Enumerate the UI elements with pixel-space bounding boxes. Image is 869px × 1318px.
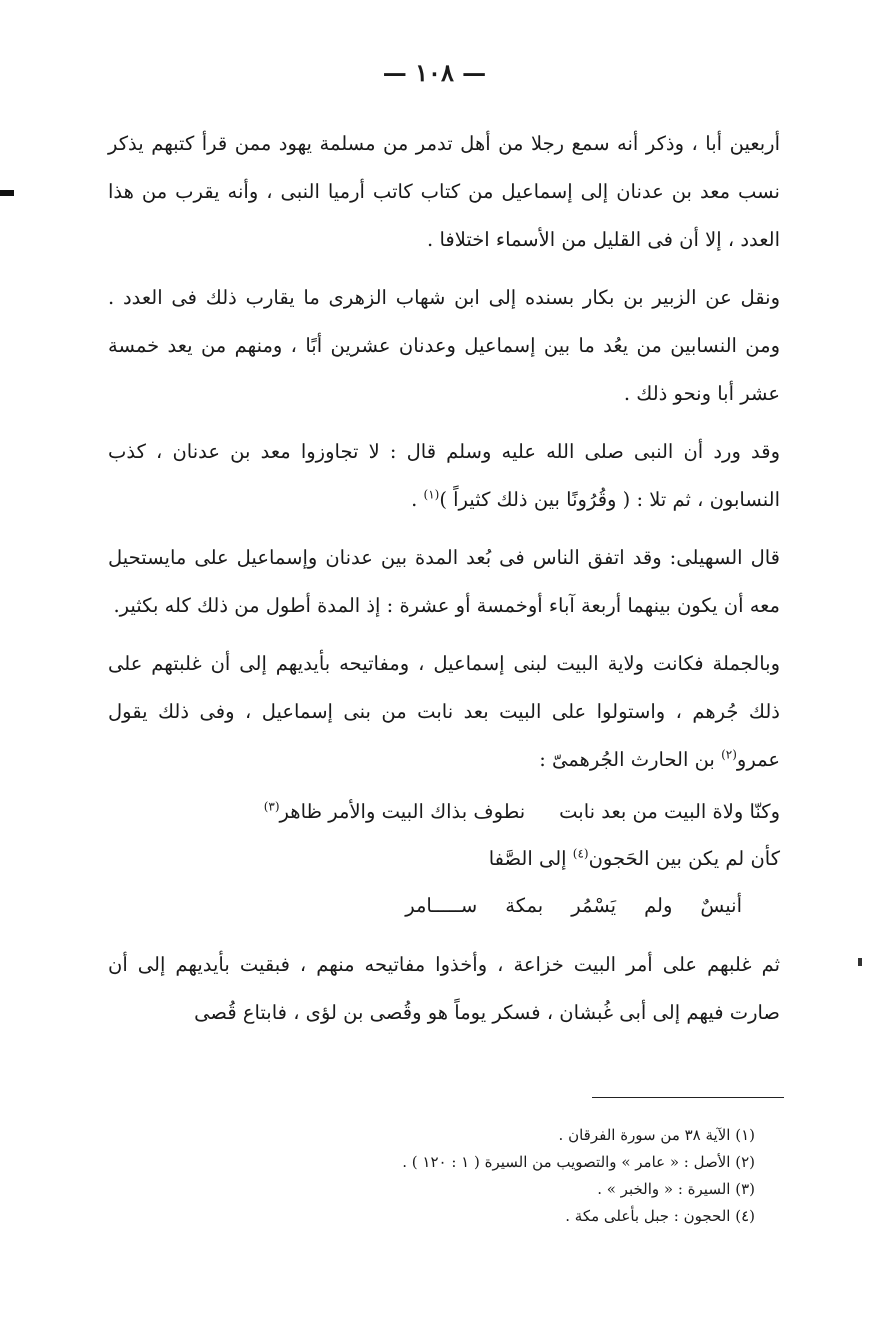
paragraph-3-text: وقد ورد أن النبى صلى الله عليه وسلم قال : لا تجاوزوا معد بن عدنان ، كذب النسابون ، ثم تلا : ( وقُرُونًا بين ذلك كثيراً ) [108, 440, 780, 511]
verse-1-second-hemistich: نطوف بذاك البيت والأمر ظاهر [279, 800, 526, 823]
verse-3-word-2: ولم [644, 894, 673, 917]
footnote-ref-3: (٣) [263, 799, 280, 814]
paragraph-3-end: . [411, 488, 424, 511]
verse-line-3 [108, 882, 780, 929]
verse-line-2 [108, 835, 780, 882]
footnote-3: (٣) السيرة : « والخبر » . [597, 1180, 755, 1198]
page-number: — ١٠٨ — [382, 58, 487, 87]
verse-3-word-4: بمكة [505, 894, 544, 917]
verse-1-second-hemistich-wrap [264, 788, 525, 835]
verse-2-first-part: كأن لم يكن بين الحَجون [588, 847, 780, 870]
verse-3-word-1: أنيسٌ [700, 894, 742, 917]
footnote-2: (٢) الأصل : « عامر » والتصويب من السيرة ( ١ : ١٢٠ ) . [402, 1153, 755, 1171]
footnote-ref-1: (١) [423, 487, 440, 502]
margin-tick [858, 958, 862, 966]
footnote-ref-4: (٤) [572, 846, 589, 861]
footnote-divider [592, 1097, 784, 1098]
paragraph-5-text: وبالجملة فكانت ولاية البيت لبنى إسماعيل ، ومفاتيحه بأيديهم إلى أن غلبتهم على ذلك جُرهم ، واستولوا على البيت بعد نابت من بنى إسماعيل ، وفى ذلك يقول عمرو [108, 652, 780, 771]
footnote-1: (١) الآية ٣٨ من سورة الفرقان . [558, 1126, 755, 1144]
verse-line-1 [108, 788, 780, 835]
poem [108, 788, 780, 929]
verse-3-word-3: يَسْمُر [571, 894, 617, 917]
paragraph-4: قال السهيلى: وقد اتفق الناس فى بُعد المدة بين عدنان وإسماعيل على مايستحيل معه أن يكون بينهما أربعة آباء أوخمسة أو عشرة : إذ المدة أطول من ذلك كله بكثير. [108, 546, 780, 617]
verse-2-wrap [489, 835, 780, 882]
footnote-ref-2: (٢) [721, 747, 737, 762]
footnote-4: (٤) الحجون : جبل بأعلى مكة . [565, 1207, 755, 1225]
margin-mark [0, 190, 14, 196]
paragraph-6: ثم غلبهم على أمر البيت خزاعة ، وأخذوا مفاتيحه منهم ، فبقيت بأيديهم إلى أن صارت فيهم إلى أبى غُبشان ، فسكر يوماً هو وقُصى بن لؤى ، فابتاع قُصى [108, 953, 780, 1024]
paragraph-1: أربعين أبا ، وذكر أنه سمع رجلا من أهل تدمر من مسلمة يهود ممن قرأ كتبهم يذكر نسب معد بن عدنان إلى إسماعيل من كتاب كاتب أرميا النبى ، وأنه يقرب من هذا العدد ، إلا أن فى القليل من الأسماء اختلافا . [108, 132, 780, 251]
verse-1-first-hemistich: وكنّا ولاة البيت من بعد نابت [559, 800, 780, 823]
paragraph-5 [108, 640, 780, 784]
paragraph-2: ونقل عن الزبير بن بكار بسنده إلى ابن شهاب الزهرى ما يقارب ذلك فى العدد . ومن النسابين من يعُد ما بين إسماعيل وعدنان عشرين أبًا ، ومنهم من يعد خمسة عشر أبا ونحو ذلك . [108, 286, 780, 405]
main-text [108, 120, 780, 1047]
verse-3-word-5: ســـــامر [405, 894, 478, 917]
verse-2-second-part: إلى الصَّفا [488, 847, 573, 870]
paragraph-5-end: بن الحارث الجُرهمىّ : [539, 748, 722, 771]
paragraph-3 [108, 428, 780, 524]
footnotes [200, 1122, 755, 1230]
